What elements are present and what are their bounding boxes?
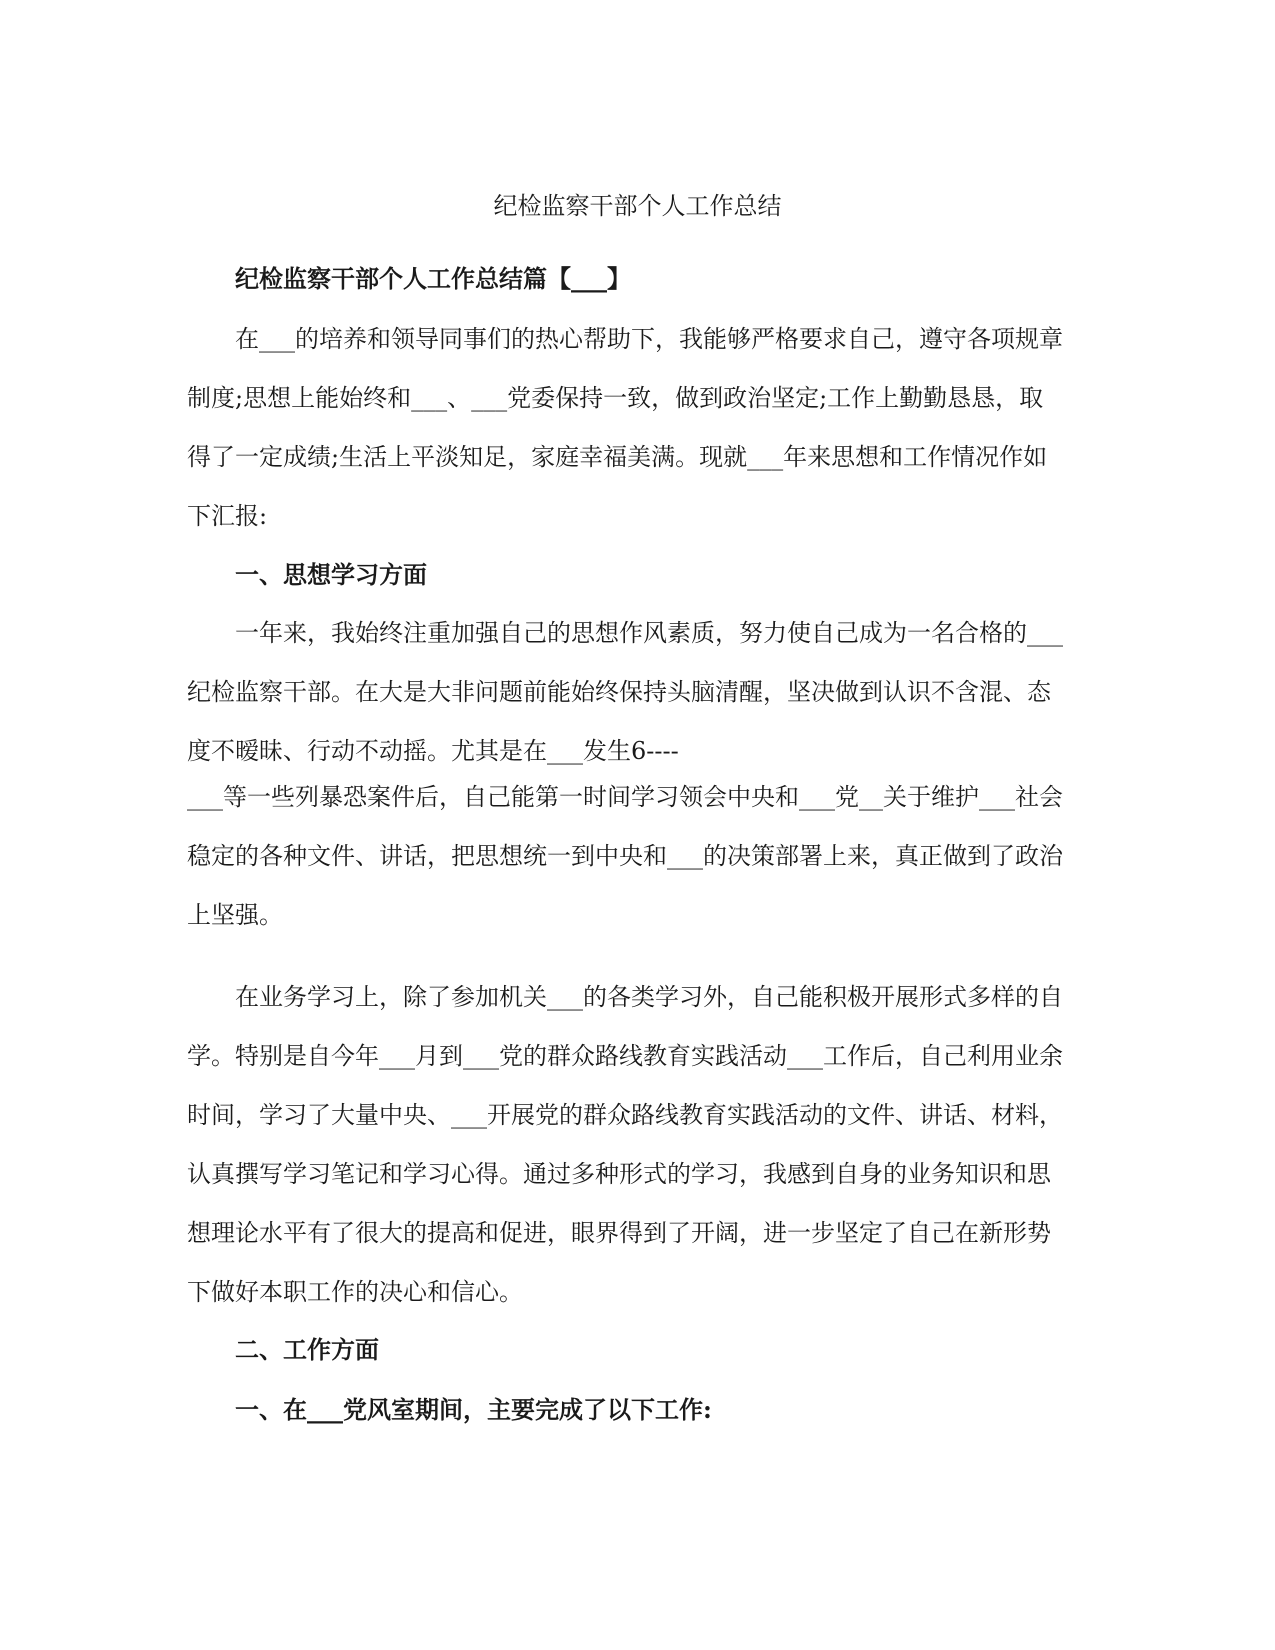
document-title: 纪检监察干部个人工作总结 bbox=[493, 192, 782, 220]
heading-work-sub: 一、在___党风室期间，主要完成了以下工作: bbox=[235, 1395, 712, 1424]
paragraph-study-3: 在业务学习上，除了参加机关___的各类学习外，自己能积极开展形式多样的自学。特别是自今年___月到___党的群众路线教育实践活动___工作后，自己利用业余时间，学习了大量中央、___开展党的群众路线教育实践活动的文件、讲话、材料，认真撰写学习笔记和学习心得。通过多种形式的学习，我感到自身的业务知识和思想理论水平有了很大的提高和促进，眼界得到了开阔，进一步坚定了自己在新形势下做好本职工作的决心和信心。 bbox=[187, 983, 1063, 1306]
heading-work: 二、工作方面 bbox=[235, 1335, 379, 1364]
paragraph-intro: 在___的培养和领导同事们的热心帮助下，我能够严格要求自己，遵守各项规章制度;思想上能始终和___、___党委保持一致，做到政治坚定;工作上勤勤恳恳，取得了一定成绩;生活上平淡知足，家庭幸福美满。现就___年来思想和工作情况作如下汇报: bbox=[187, 325, 1063, 530]
heading-study: 一、思想学习方面 bbox=[235, 560, 427, 589]
paragraph-study-2: ___等一些列暴恐案件后，自己能第一时间学习领会中央和___党__关于维护___社会稳定的各种文件、讲话，把思想统一到中央和___的决策部署上来，真正做到了政治上坚强。 bbox=[187, 783, 1063, 929]
section-subtitle: 纪检监察干部个人工作总结篇【___】 bbox=[235, 264, 631, 293]
paragraph-study-1: 一年来，我始终注重加强自己的思想作风素质，努力使自己成为一名合格的___纪检监察干部。在大是大非问题前能始终保持头脑清醒，坚决做到认识不含混、态度不暧昧、行动不动摇。尤其是在___发生6---- bbox=[187, 619, 1063, 765]
